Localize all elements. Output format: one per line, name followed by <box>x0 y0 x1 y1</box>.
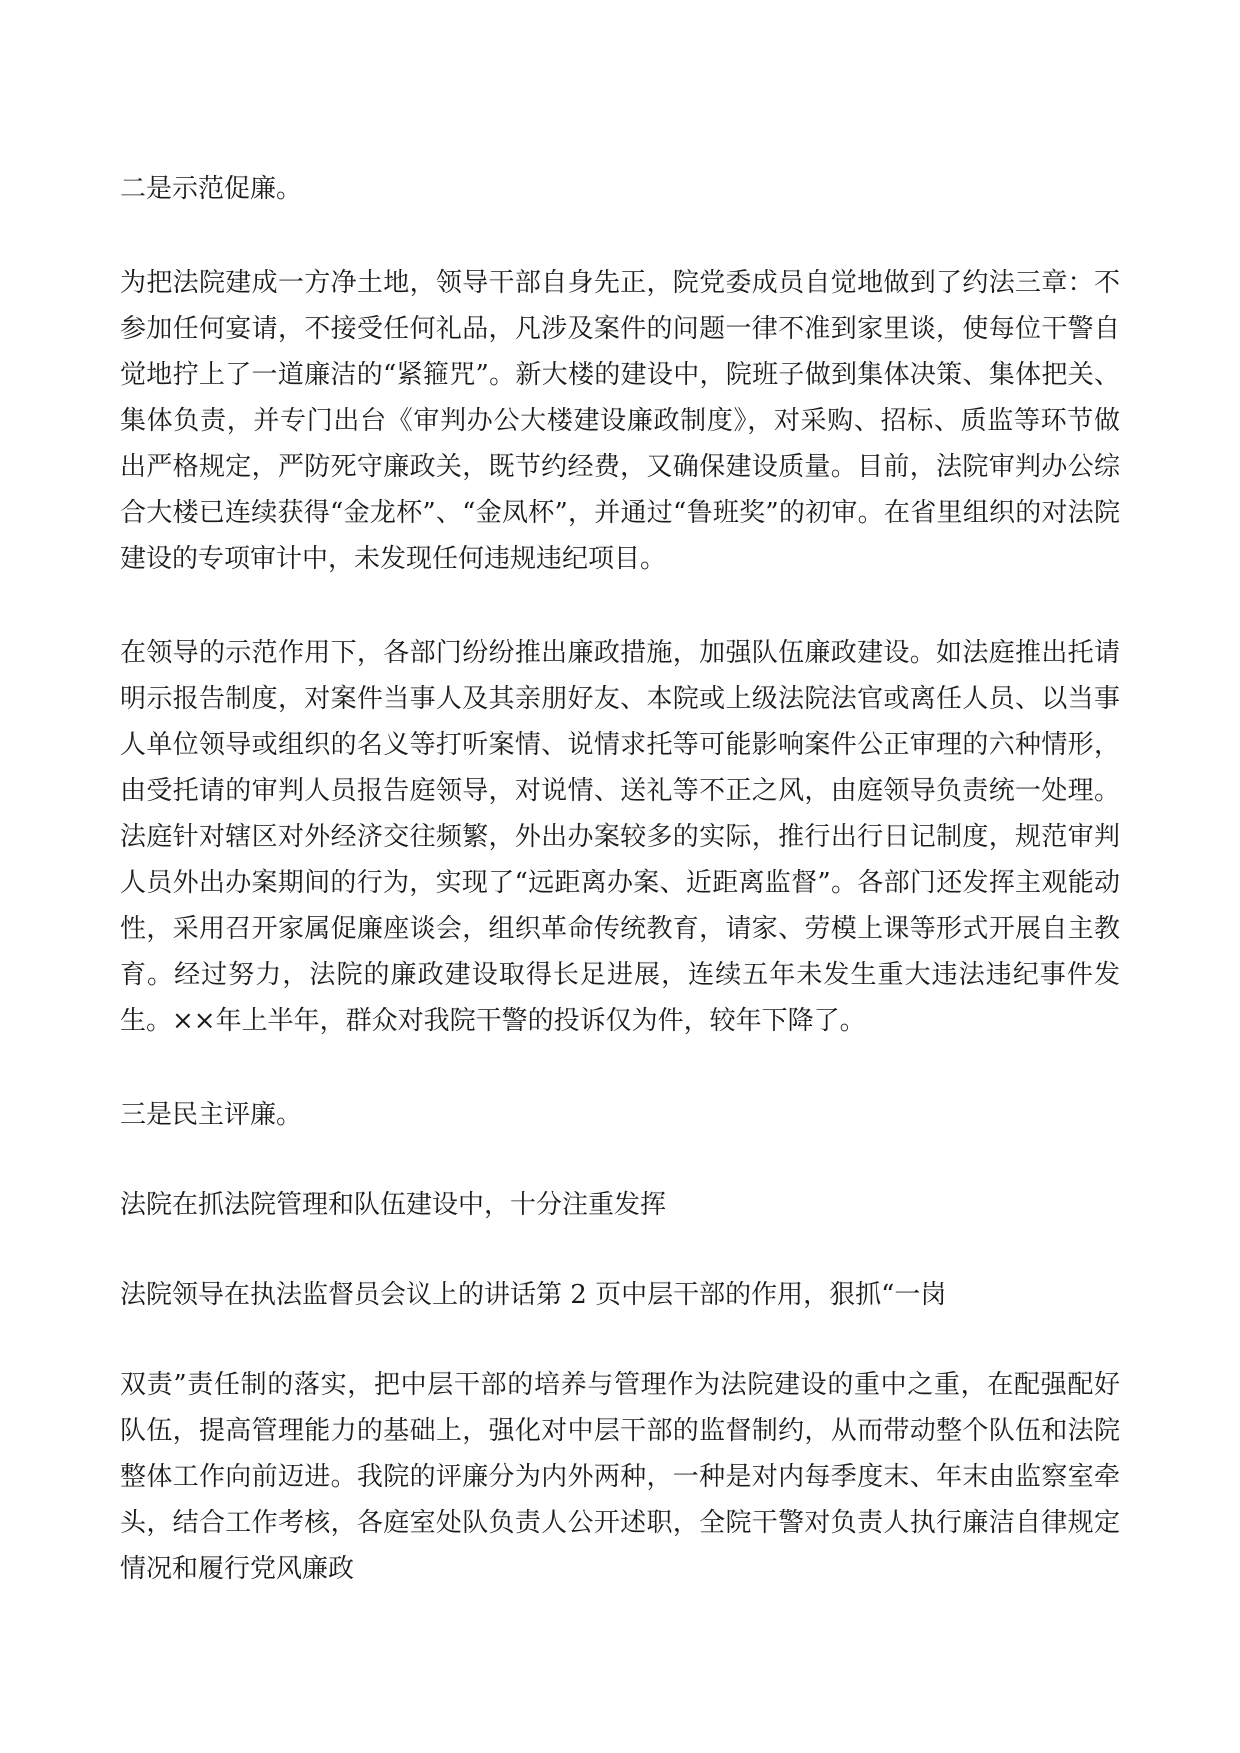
paragraph-4: 法院领导在执法监督员会议上的讲话第 2 页中层干部的作用，狠抓“一岗 <box>120 1280 947 1310</box>
paragraph-heading-2: 二是示范促廉。 <box>120 174 303 204</box>
paragraph-1: 为把法院建成一方净土地，领导干部自身先正，院党委成员自觉地做到了约法三章：不参加任何宴请，不接受任何礼品，凡涉及案件的问题一律不准到家里谈，使每位干警自觉地拧上了一道廉洁的“紧箍咒”。新大楼的建设中，院班子做到集体决策、集体把关、集体负责，并专门出台《审判办公大楼建设廉政制度》，对采购、招标、质监等环节做出严格规定，严防死守廉政关，既节约经费，又确保建设质量。目前，法院审判办公综合大楼已连续获得“金龙杯”、“金凤杯”，并通过“鲁班奖”的初审。在省里组织的对法院建设的专项审计中，未发现任何违规违纪项目。 <box>120 268 1120 574</box>
paragraph-2: 在领导的示范作用下，各部门纷纷推出廉政措施，加强队伍廉政建设。如法庭推出托请明示报告制度，对案件当事人及其亲朋好友、本院或上级法院法官或离任人员、以当事人单位领导或组织的名义等打听案情、说情求托等可能影响案件公正审理的六种情形，由受托请的审判人员报告庭领导，对说情、送礼等不正之风，由庭领导负责统一处理。法庭针对辖区对外经济交往频繁，外出办案较多的实际，推行出行日记制度，规范审判人员外出办案期间的行为，实现了“远距离办案、近距离监督”。各部门还发挥主观能动性，采用召开家属促廉座谈会，组织革命传统教育，请家、劳模上课等形式开展自主教育。经过努力，法院的廉政建设取得长足进展，连续五年未发生重大违法违纪事件发生。××年上半年，群众对我院干警的投诉仅为件，较年下降了。 <box>120 638 1120 1036</box>
paragraph-5: 双责”责任制的落实，把中层干部的培养与管理作为法院建设的重中之重，在配强配好队伍，提高管理能力的基础上，强化对中层干部的监督制约，从而带动整个队伍和法院整体工作向前迈进。我院的评廉分为内外两种，一种是对内每季度末、年末由监察室牵头，结合工作考核，各庭室处队负责人公开述职，全院干警对负责人执行廉洁自律规定情况和履行党风廉政 <box>120 1370 1120 1584</box>
document-body <box>120 166 1120 1640</box>
paragraph-heading-3: 三是民主评廉。 <box>120 1100 303 1130</box>
paragraph-3: 法院在抓法院管理和队伍建设中，十分注重发挥 <box>120 1190 667 1220</box>
